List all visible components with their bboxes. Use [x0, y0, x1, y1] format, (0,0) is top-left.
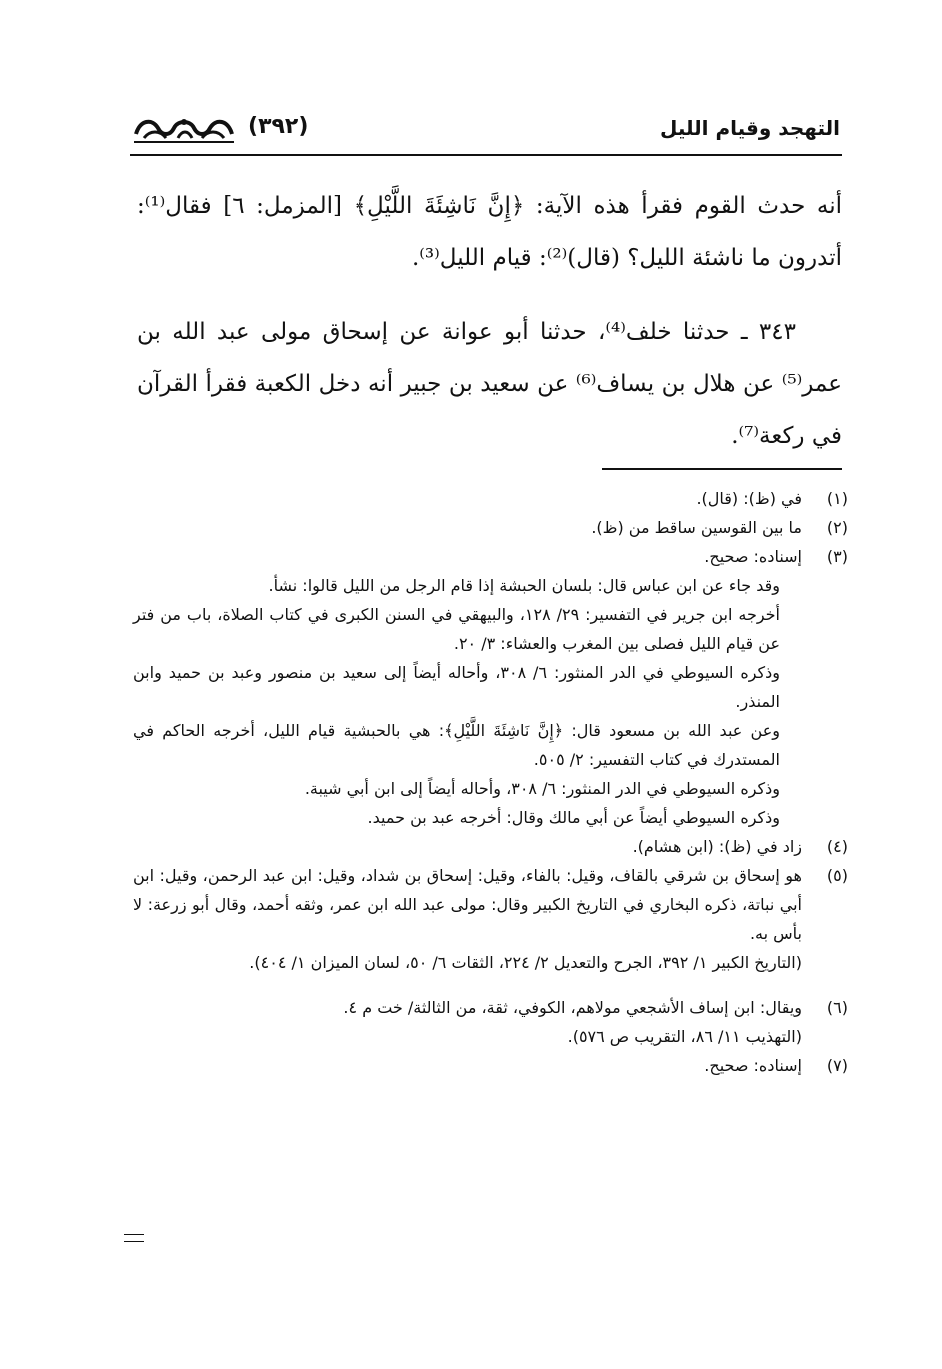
- footnote-number: (٤): [826, 837, 848, 856]
- page-number: (٣٩٢): [248, 114, 309, 139]
- main-paragraph-1: أنه حدث القوم فقرأ هذه الآية: ﴿إِنَّ نَاشِئَةَ اللَّيْلِ﴾ [المزمل: ٦] فقال⁽¹⁾: أتدرون ما ناشئة الليل؟ (قال)⁽²⁾: قيام الليل⁽³⁾.: [137, 193, 843, 271]
- footnote-1: [133, 484, 848, 513]
- footnote-number: (٢): [826, 518, 848, 537]
- footnote-number: (٦): [826, 998, 848, 1017]
- page-end-mark: [124, 1234, 144, 1242]
- footnote-sub-text: وعن عبد الله بن مسعود قال: ﴿إِنَّ نَاشِئَةَ اللَّيْلِ﴾: هي بالحبشية قيام الليل، أخرجه الحاكم في المستدرك في كتاب التفسير: ٢/ ٥٠٥.: [133, 721, 780, 769]
- running-title: التهجد وقيام الليل: [659, 116, 840, 140]
- footnote-3: [133, 542, 848, 832]
- footnote-text: ويقال: ابن إساف الأشجعي مولاهم، الكوفي، ثقة، من الثالثة/ خت م ٤.: [343, 998, 802, 1017]
- main-paragraph-2: ٣٤٣ ـ حدثنا خلف⁽⁴⁾، حدثنا أبو عوانة عن إسحاق مولى عبد الله بن عمر⁽⁵⁾ عن هلال بن يساف⁽⁶⁾ عن سعيد بن جبير أنه دخل الكعبة فقرأ القرآن في ركعة⁽⁷⁾.: [137, 319, 842, 449]
- footnote-number: (٣): [826, 547, 848, 566]
- footnote-number: (٧): [826, 1056, 848, 1075]
- footnote-5: [133, 861, 848, 977]
- footnote-text: هو إسحاق بن شرقي بالقاف، وقيل: بالفاء، وقيل: إسحاق بن شداد، وقيل: ابن عبد الرحمن، وقيل: ابن أبي نباتة، ذكره البخاري في التاريخ الكبير وقال: مولى عبد الله ابن عمر، وثقه أحمد، وقال أبو زرعة: لا بأس به.: [133, 866, 802, 943]
- footnote-text: ما بين القوسين ساقط من (ظ).: [591, 518, 802, 537]
- footnote-sub-text: وقد جاء عن ابن عباس قال: بلسان الحبشة إذا قام الرجل من الليل قالوا: نشأ.: [268, 576, 780, 595]
- footnote-3-details: [133, 571, 802, 832]
- footnote-separator: [602, 468, 842, 470]
- footnote-text: (التاريخ الكبير ١/ ٣٩٢، الجرح والتعديل ٢/ ٢٢٤، الثقات ٦/ ٥٠، لسان الميزان ١/ ٤٠٤).: [249, 953, 802, 972]
- footnote-text: إسناده: صحيح.: [704, 547, 802, 566]
- footnote-sub-text: أخرجه ابن جرير في التفسير: ٢٩/ ١٢٨، والبيهقي في السنن الكبرى في كتاب الصلاة، باب من فتر عن قيام الليل فصلى بين المغرب والعشاء: ٣/ ٢٠.: [133, 605, 780, 653]
- footnote-number: (٥): [826, 866, 848, 885]
- header-rule: [130, 154, 842, 156]
- footnote-sub-text: وذكره السيوطي في الدر المنثور: ٦/ ٣٠٨، وأحاله أيضاً إلى سعيد بن منصور وعبد بن حميد وابن المنذر.: [133, 663, 781, 711]
- footnote-4: [133, 832, 848, 861]
- footnote-text: (التهذيب ١١/ ٨٦، التقريب ص ٥٧٦).: [567, 1027, 802, 1046]
- footnote-sub-text: وذكره السيوطي في الدر المنثور: ٦/ ٣٠٨، وأحاله أيضاً إلى ابن أبي شيبة.: [304, 779, 780, 798]
- footnotes: [133, 484, 848, 1080]
- footnote-text: إسناده: صحيح.: [704, 1056, 802, 1075]
- footnote-6: [133, 993, 848, 1051]
- footnote-sub-text: وذكره السيوطي أيضاً عن أبي مالك وقال: أخرجه عبد بن حميد.: [367, 808, 780, 827]
- footnote-text: في (ظ): (قال).: [696, 489, 802, 508]
- page-header: [130, 110, 840, 150]
- main-text: [137, 180, 842, 462]
- decorative-ornament-icon: [130, 112, 238, 148]
- footnote-text: زاد في (ظ): (ابن هشام).: [632, 837, 802, 856]
- footnote-2: [133, 513, 848, 542]
- footnote-7: [133, 1051, 848, 1080]
- footnote-number: (١): [826, 489, 848, 508]
